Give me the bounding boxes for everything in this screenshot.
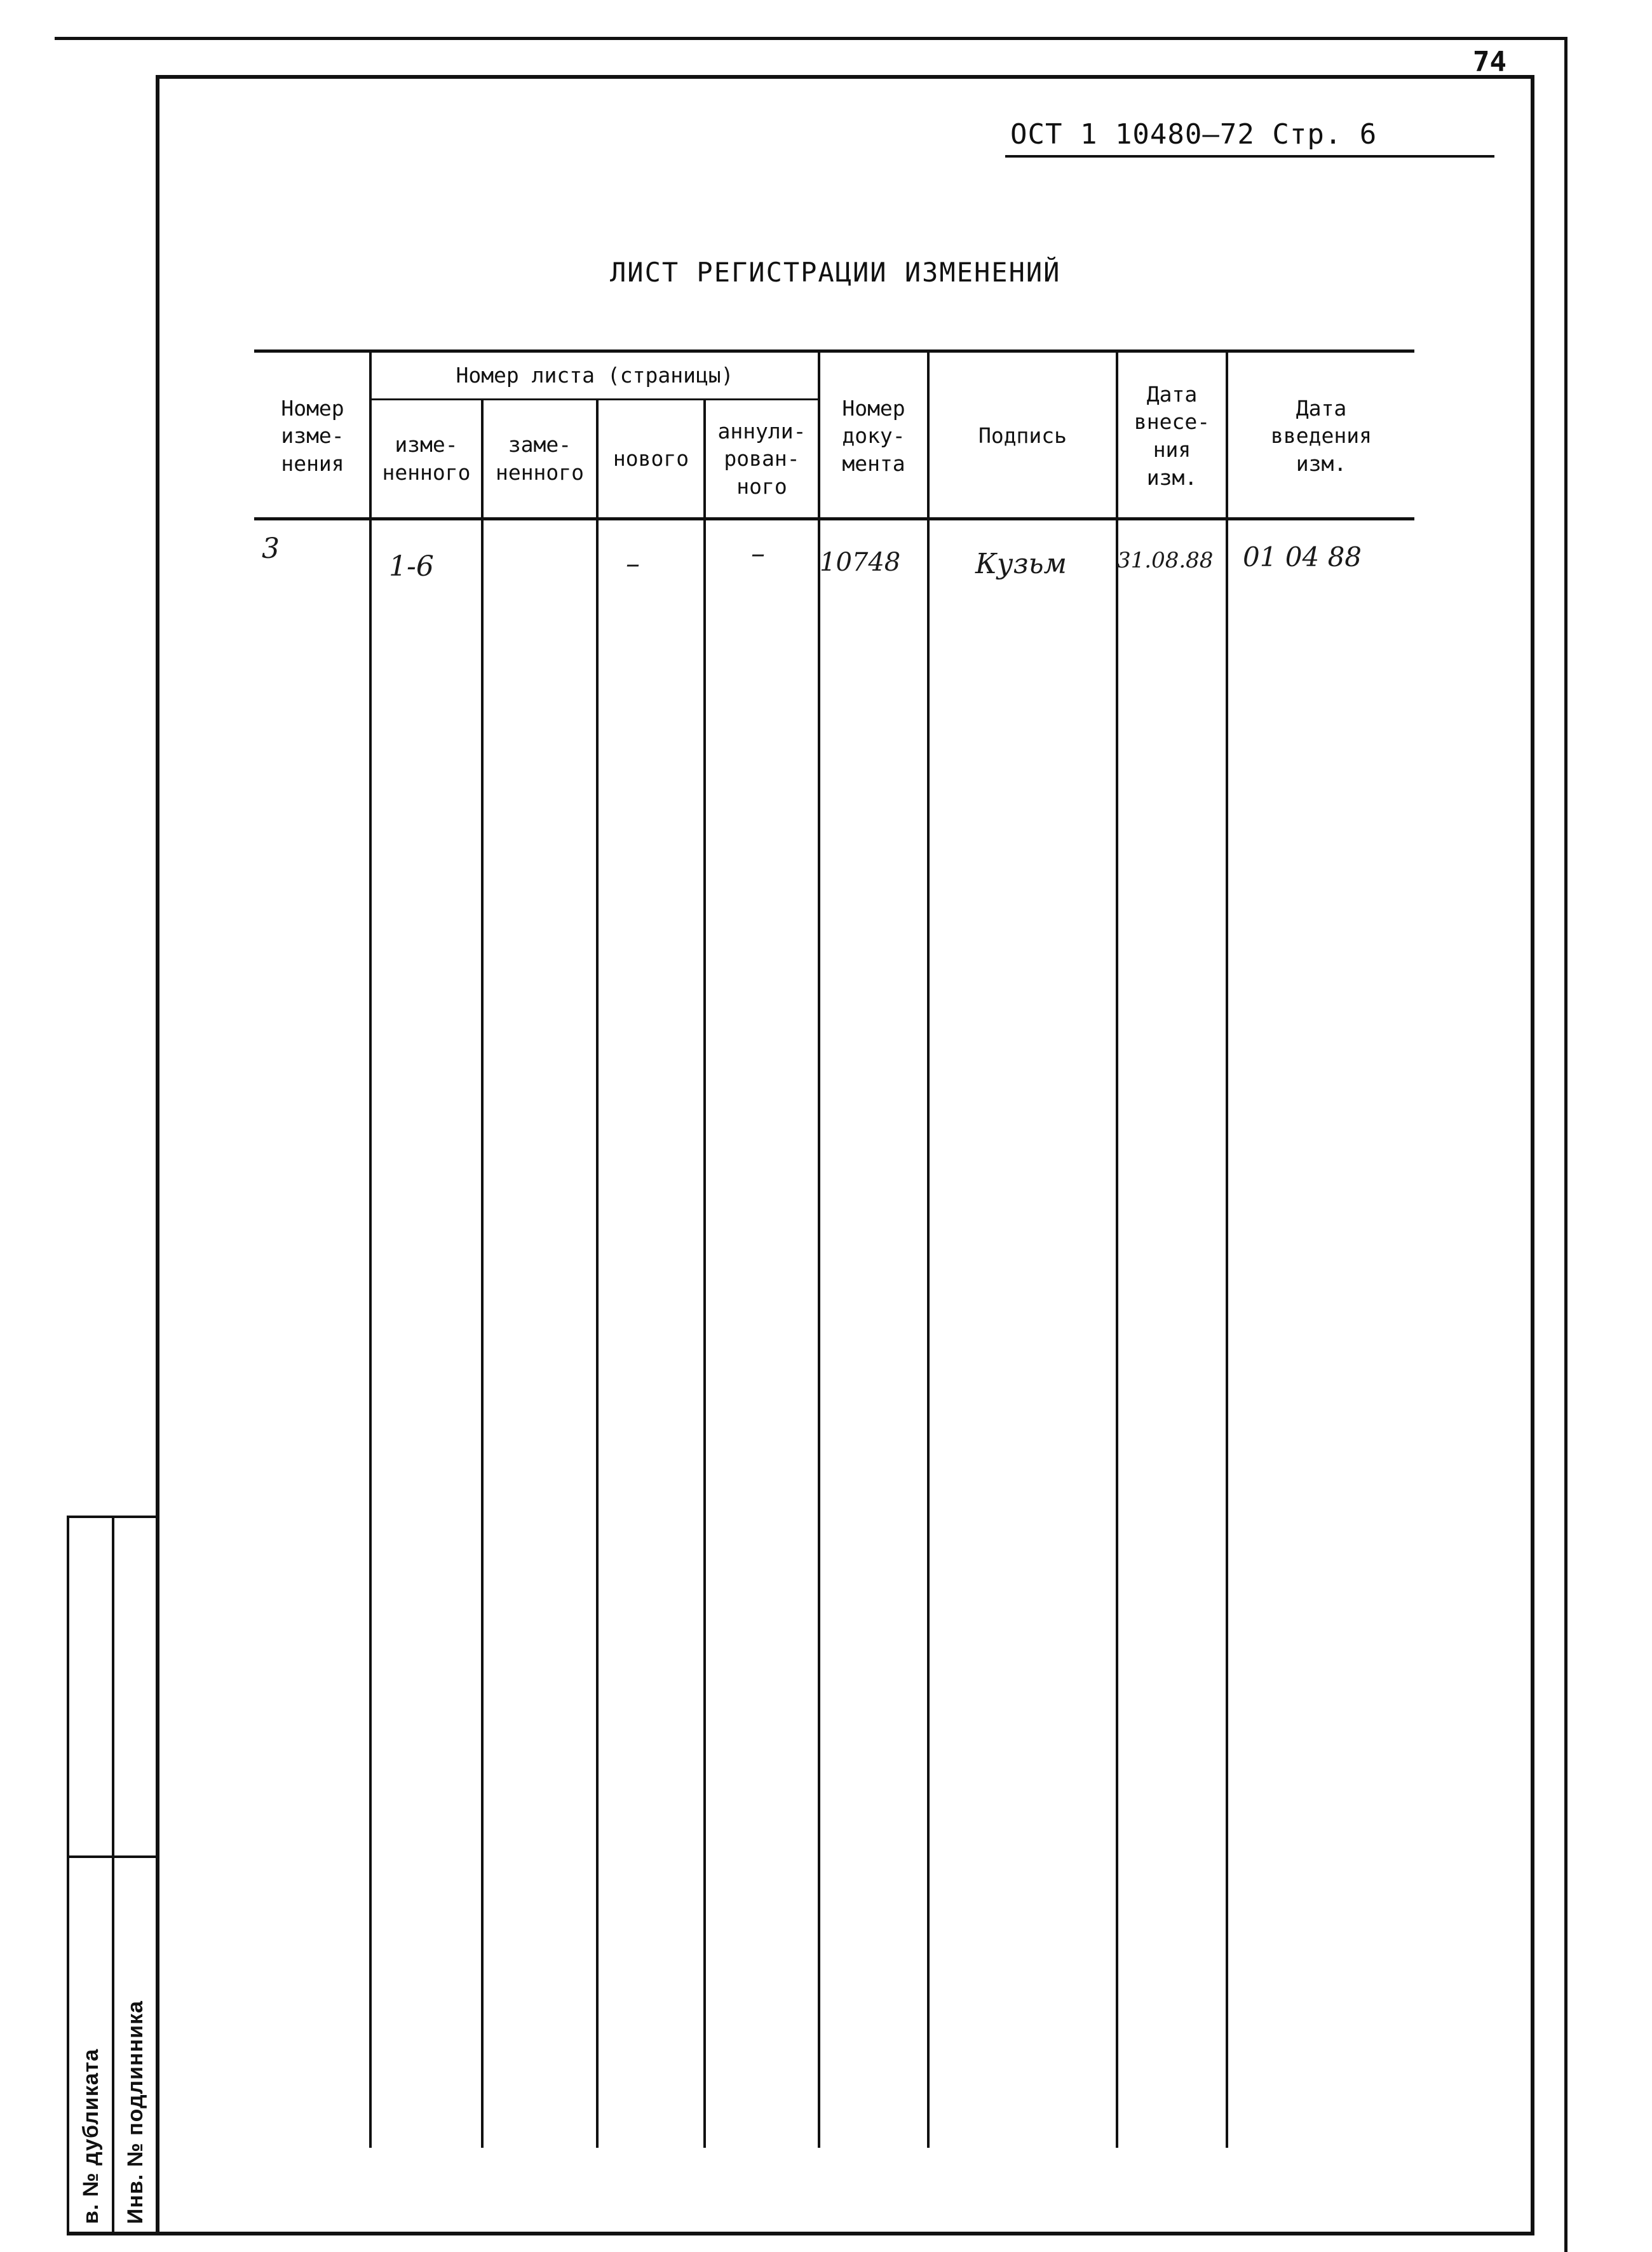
row-document-number: 10748 — [820, 548, 901, 577]
right-outer-border — [1564, 37, 1567, 2252]
header-effective-date: Дата введения изм. — [1271, 395, 1372, 476]
header-signature: Подпись — [978, 423, 1067, 449]
header-changed: изме- ненного — [382, 432, 471, 485]
frame-top-border — [156, 75, 1534, 79]
header-document-number: Номер доку- мента — [842, 395, 905, 476]
document-title: ЛИСТ РЕГИСТРАЦИИ ИЗМЕНЕНИЙ — [610, 257, 1061, 288]
duplicate-number-label: в. № дубликата — [79, 2048, 103, 2224]
col-divider — [1116, 349, 1118, 2148]
row-signature: Кузьм — [975, 548, 1067, 580]
top-border-line — [55, 37, 1567, 40]
document-code-underline — [1005, 155, 1494, 158]
strip-middle-line — [112, 1516, 114, 2235]
col-divider — [818, 349, 820, 2148]
col-divider — [596, 398, 599, 2148]
table-top-line — [254, 349, 1414, 353]
header-replaced: заме- ненного — [495, 432, 585, 485]
strip-left-line — [67, 1516, 69, 2235]
frame-right-border — [1531, 75, 1534, 2234]
original-inventory-label: Инв. № подлинника — [123, 2000, 147, 2224]
row-change-number: 3 — [262, 532, 280, 565]
header-sheet-number-group: Номер листа (страницы) — [456, 363, 734, 388]
row-changed-sheets: 1-6 — [389, 550, 434, 583]
row-effective-date: 01 04 88 — [1243, 541, 1362, 573]
col-divider — [369, 349, 372, 2148]
col-divider — [927, 349, 930, 2148]
frame-bottom-border — [67, 2232, 1534, 2235]
document-code: ОСТ 1 10480–72 Стр. 6 — [1010, 118, 1378, 151]
table-header-bottom-line — [254, 517, 1414, 520]
header-change-number: Номер изме- нения — [281, 395, 344, 476]
page-number: 74 — [1473, 46, 1506, 78]
row-new-sheets: – — [626, 548, 640, 580]
frame-left-border — [156, 75, 159, 2235]
col-divider — [1226, 349, 1228, 2148]
row-annulled-sheets: – — [751, 538, 765, 570]
col-divider — [481, 398, 484, 2148]
row-entry-date: 31.08.88 — [1117, 548, 1214, 573]
group-header-line — [370, 398, 820, 400]
strip-divider-line — [67, 1855, 159, 1858]
header-annulled: аннули- рован- ного — [717, 418, 806, 499]
col-divider — [703, 398, 706, 2148]
header-new: нового — [613, 446, 689, 471]
header-entry-date: Дата внесе- ния изм. — [1134, 381, 1210, 490]
